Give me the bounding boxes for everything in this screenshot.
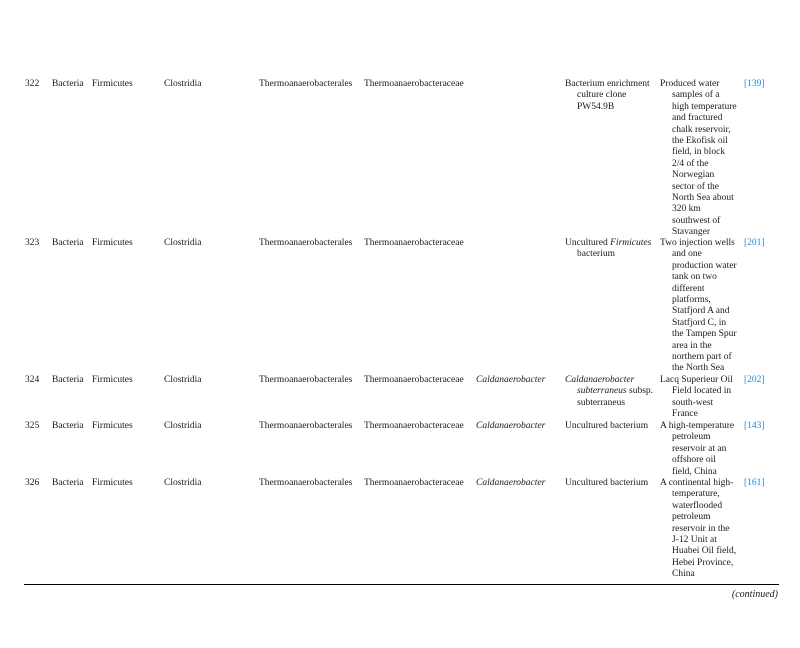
class-cell: Clostridia [164, 238, 202, 248]
phylum-cell: Firmicutes [92, 478, 133, 488]
environment-text: Produced water samples of a high temperature and fractured chalk reservoir, the Ekofisk oil field, in block 2/4 of the Norwegian sector of the North Sea about 320 km southwest of Stavanger [660, 79, 737, 238]
environment-text: A high-temperature petroleum reservoir at an offshore oil field, China [660, 421, 735, 477]
family-cell: Thermoanaerobacteraceae [364, 421, 464, 431]
row-number: 326 [25, 478, 40, 488]
family-cell: Thermoanaerobacteraceae [364, 238, 464, 248]
environment-cell [660, 375, 738, 421]
table-bottom-rule [24, 584, 779, 585]
reference-link[interactable]: [202] [744, 375, 765, 385]
organism-text [565, 238, 657, 261]
organism-cell [565, 478, 657, 489]
row-number: 322 [25, 79, 40, 89]
class-cell: Clostridia [164, 478, 202, 488]
environment-cell [660, 79, 738, 239]
reference-link[interactable]: [161] [744, 478, 765, 488]
row-number: 324 [25, 375, 40, 385]
order-cell: Thermoanaerobacterales [259, 238, 353, 248]
organism-text: Uncultured bacterium [565, 421, 649, 431]
order-cell: Thermoanaerobacterales [259, 79, 353, 89]
domain-cell: Bacteria [52, 238, 84, 248]
reference-link[interactable]: [143] [744, 421, 765, 431]
class-cell: Clostridia [164, 79, 202, 89]
organism-italic: Caldanaerobacter subterraneus [565, 375, 635, 397]
row-number: 325 [25, 421, 40, 431]
organism-suffix: bacterium [577, 249, 615, 260]
organism-text: Bacterium enrichment culture clone PW54.9B [565, 79, 650, 112]
order-cell: Thermoanaerobacterales [259, 421, 353, 431]
order-cell: Thermoanaerobacterales [259, 375, 353, 385]
class-cell: Clostridia [164, 421, 202, 431]
environment-text: Two injection wells and one production water tank on two different platforms, Statfjord A and Statfjord C, in the Tampen Spur area in the northern part of the North Sea [660, 238, 737, 374]
environment-text: A continental high-temperature, waterflooded petroleum reservoir in the J-12 Unit at Huabei Oil field, Hebei Province, China [660, 478, 737, 580]
domain-cell: Bacteria [52, 421, 84, 431]
family-cell: Thermoanaerobacteraceae [364, 375, 464, 385]
row-number: 323 [25, 238, 40, 248]
genus-cell: Caldanaerobacter [476, 478, 546, 488]
organism-text: Uncultured bacterium [565, 478, 649, 488]
environment-text: Lacq Superieur Oil Field located in south-west France [660, 375, 733, 420]
organism-suffix: subsp. subterraneus [577, 386, 654, 408]
phylum-cell: Firmicutes [92, 79, 133, 89]
reference-link[interactable]: [139] [744, 79, 765, 89]
organism-cell [565, 421, 657, 432]
environment-cell [660, 478, 738, 581]
family-cell: Thermoanaerobacteraceae [364, 478, 464, 488]
domain-cell: Bacteria [52, 478, 84, 488]
reference-link[interactable]: [201] [744, 238, 765, 248]
class-cell: Clostridia [164, 375, 202, 385]
phylum-cell: Firmicutes [92, 375, 133, 385]
phylum-cell: Firmicutes [92, 238, 133, 248]
organism-cell [565, 238, 657, 261]
order-cell: Thermoanaerobacterales [259, 478, 353, 488]
environment-cell [660, 238, 738, 375]
genus-cell: Caldanaerobacter [476, 375, 546, 385]
organism-italic: Firmicutes [610, 238, 652, 248]
environment-cell [660, 421, 738, 478]
phylum-cell: Firmicutes [92, 421, 133, 431]
domain-cell: Bacteria [52, 375, 84, 385]
organism-cell [565, 375, 657, 409]
genus-cell: Caldanaerobacter [476, 421, 546, 431]
domain-cell: Bacteria [52, 79, 84, 89]
continued-note: (continued) [731, 589, 778, 600]
organism-text [565, 375, 657, 409]
organism-prefix: Uncultured [565, 238, 608, 248]
organism-cell [565, 79, 657, 113]
family-cell: Thermoanaerobacteraceae [364, 79, 464, 89]
